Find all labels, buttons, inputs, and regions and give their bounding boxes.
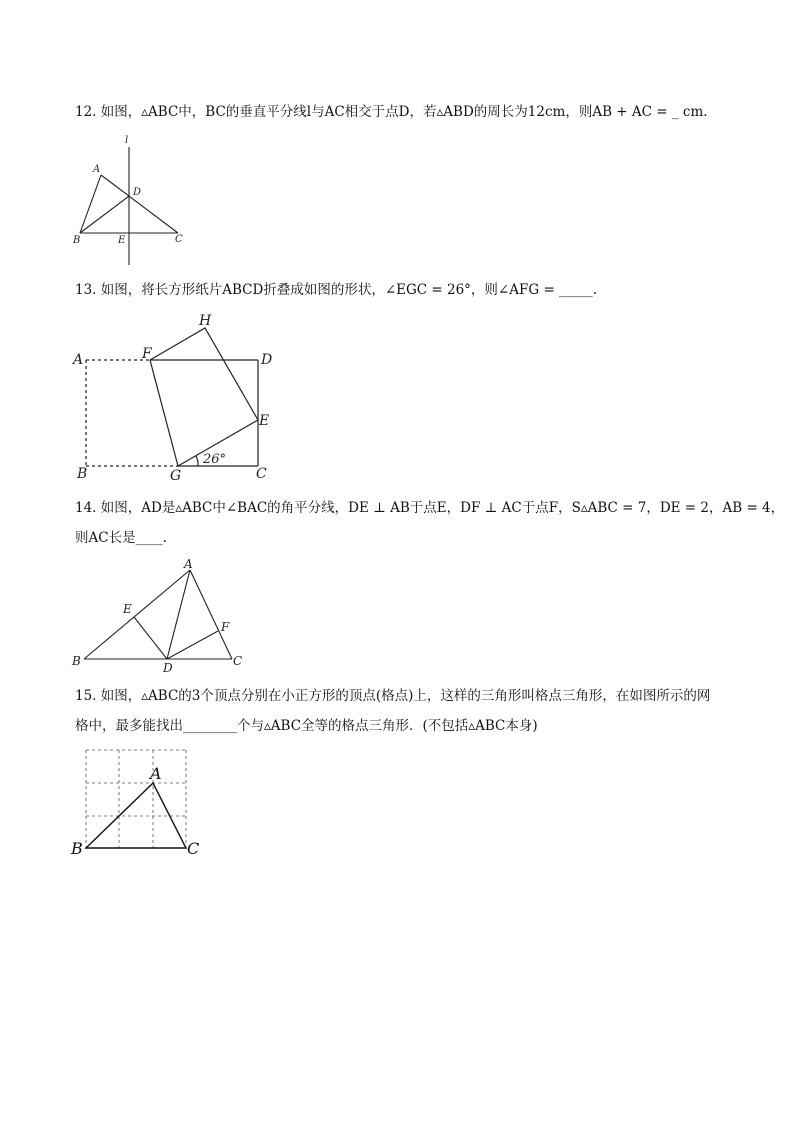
label-C: C (233, 654, 243, 668)
segment-BD (80, 196, 129, 233)
segment-DF (167, 631, 218, 659)
label-C: C (256, 466, 267, 482)
question-12-text: 12. 如图，▵ABC中，BC的垂直平分线l与AC相交于点D，若▵ABD的周长为12cm，则AB + AC = _ cm. (75, 104, 708, 120)
label-A: A (73, 352, 84, 368)
question-15-text-line2: 格中，最多能找出________个与▵ABC全等的格点三角形．(不包括▵ABC本身) (75, 718, 538, 734)
label-H: H (199, 313, 212, 329)
label-B: B (72, 654, 81, 668)
label-E: E (118, 235, 126, 246)
question-13-text: 13. 如图，将长方形纸片ABCD折叠成如图的形状，∠EGC = 26°，则∠AFG = _____. (75, 282, 598, 298)
segment-AC (190, 570, 232, 659)
question-15-text-line1: 15. 如图，▵ABC的3个顶点分别在小正方形的顶点(格点)上，这样的三角形叫格点三角形，在如图所示的网 (75, 688, 711, 704)
label-D: D (163, 661, 173, 675)
label-F: F (221, 620, 230, 634)
label-B: B (73, 235, 81, 246)
angle-arc (196, 456, 198, 466)
folded-quad-FHEG (150, 328, 258, 466)
segment-AB (84, 570, 190, 659)
label-E: E (123, 602, 132, 616)
question-14-text-line2: 则AC长是____. (75, 530, 167, 546)
label-D: D (133, 187, 142, 198)
segment-DE (134, 617, 167, 659)
label-E: E (259, 413, 270, 429)
grid-dashed (86, 750, 186, 848)
label-B: B (77, 466, 88, 482)
label-A: A (184, 557, 193, 571)
question-14-text-line1: 14. 如图，AD是▵ABC中∠BAC的角平分线，DE ⊥ AB于点E，DF ⊥ AC于点F，S▵ABC = 7，DE = 2，AB = 4， (75, 500, 785, 516)
label-F: F (142, 346, 152, 362)
label-C: C (187, 839, 200, 858)
segment-AC (101, 175, 178, 233)
label-D: D (261, 352, 273, 368)
label-l: l (125, 135, 129, 146)
triangle-ABC (86, 783, 186, 848)
segment-AD (167, 570, 190, 659)
label-A: A (93, 164, 101, 175)
label-G: G (170, 468, 182, 484)
label-A: A (150, 764, 162, 783)
label-C: C (175, 234, 183, 245)
label-B: B (71, 839, 83, 858)
label-angle: 26° (203, 452, 227, 467)
segment-AB (80, 175, 101, 233)
